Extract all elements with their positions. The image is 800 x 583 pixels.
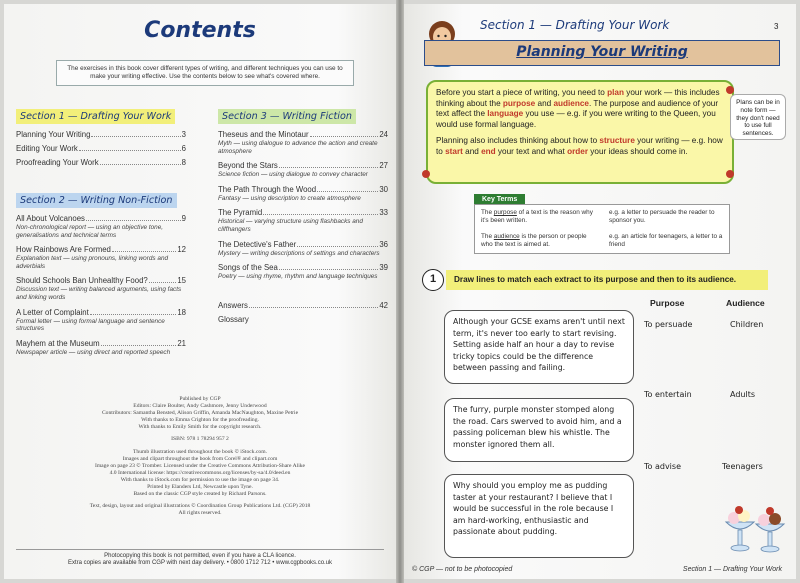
paragraph-text: you use — e.g. if you were writing to the Queen, you would use formal language.	[436, 109, 716, 129]
publisher-line: Based on the classic CGP style created by Richard Parsons.	[133, 491, 267, 498]
toc-leader-dots	[297, 240, 378, 247]
audience-option[interactable]: Children	[730, 320, 764, 329]
publisher-line: Images and clipart throughout the book from Corel® and clipart.com	[122, 455, 278, 462]
toc-entry[interactable]	[16, 214, 186, 224]
contents-title: Contents	[144, 18, 256, 43]
toc-entry[interactable]	[218, 263, 388, 273]
toc-entry[interactable]	[16, 308, 186, 318]
pin-icon	[420, 168, 432, 180]
highlighted-term: structure	[599, 136, 635, 146]
toc-entry[interactable]	[218, 240, 388, 250]
toc-leader-dots	[279, 263, 378, 270]
toc-entry-title: How Rainbows Are Formed	[16, 245, 111, 255]
paragraph-text: Before you start a piece of writing, you need to	[436, 88, 608, 97]
purpose-option[interactable]: To advise	[644, 462, 681, 471]
toc-leader-dots	[112, 245, 176, 252]
toc-entry-description: Poetry — using rhyme, rhythm and language techniques	[218, 273, 378, 281]
highlighted-term: order	[567, 146, 589, 156]
toc-leader-dots	[279, 161, 378, 168]
toc-entry[interactable]	[16, 158, 186, 168]
paragraph-text: your ideas should come in.	[588, 146, 688, 156]
paragraph-text: your work — this includes thinking about the	[436, 88, 720, 108]
section-1-block	[16, 106, 186, 172]
toc-leader-dots	[149, 276, 177, 283]
footer-copyright: © CGP — not to be photocopied	[412, 566, 513, 573]
highlighted-term: start	[445, 146, 463, 156]
toc-entry-description: Formal letter — using formal language and sentence structures	[16, 317, 165, 333]
key-terms-box	[474, 204, 730, 254]
headline-banner	[424, 40, 780, 66]
toc-leader-dots	[101, 339, 177, 346]
toc-entry-title: Should Schools Ban Unhealthy Food?	[16, 276, 148, 286]
paragraph-text: Planning also includes thinking about how to	[436, 136, 600, 146]
key-terms-label: Key Terms	[474, 194, 525, 205]
toc-entry-description: Historical — varying structure using flashbacks and cliffhangers	[218, 218, 363, 233]
page-footer	[412, 566, 788, 573]
book-gutter	[396, 0, 404, 583]
toc-leader-dots	[90, 308, 177, 315]
toc-entry-title: Songs of the Sea	[218, 263, 278, 273]
ice-cream-sundae-illustration	[720, 492, 790, 556]
extract-1[interactable]: Although your GCSE exams aren't until next term, it's never too early to start revising. Setting aside half an hour a day to revise tricky topics could be the difference between passing and failing.	[444, 310, 634, 384]
toc-entry[interactable]	[218, 315, 388, 325]
toc-entry-title: Proofreading Your Work	[16, 158, 99, 167]
headline-text: Planning Your Writing	[516, 44, 688, 60]
publisher-line: With thanks to Emily Smith for the copyright research.	[138, 424, 262, 431]
lesson-page	[404, 4, 796, 579]
key-terms-examples	[609, 209, 727, 257]
toc-entry-page: 15	[177, 276, 186, 286]
intro-box	[426, 80, 734, 184]
photocopy-notice	[16, 549, 384, 568]
toc-entry-title: Mayhem at the Museum	[16, 338, 100, 348]
purpose-heading: Purpose	[650, 298, 685, 308]
highlighted-term: plan	[607, 88, 624, 97]
toc-leader-dots	[79, 144, 181, 151]
toc-entry-description: Non-chronological report — using an objective tone, generalisations and technical terms	[16, 224, 164, 239]
toc-entry-title: The Pyramid	[218, 208, 263, 218]
toc-entry-page: 27	[379, 161, 388, 171]
section-3-block	[218, 106, 388, 325]
toc-entry-page: 39	[379, 263, 388, 273]
toc-entry-description: Science fiction — using dialogue to convey character	[218, 171, 368, 179]
key-term: purpose	[493, 209, 517, 216]
publisher-line: ISBN: 978 1 78294 957 2	[171, 436, 229, 443]
pin-icon	[724, 168, 736, 180]
toc-leader-dots	[86, 214, 181, 221]
key-term-definition: The audience is the person or people who the text is aimed at.	[481, 233, 587, 248]
key-term-definition: The purpose of a text is the reason why it's been written.	[481, 209, 593, 224]
page-number: 3	[774, 22, 779, 31]
toc-entry-page: 12	[177, 245, 186, 255]
publisher-line: Thumb illustration used throughout the book © iStock.com.	[133, 448, 267, 455]
toc-entry-page: 24	[379, 130, 388, 139]
toc-entry-page: 18	[177, 307, 186, 317]
toc-entry-title: The Detective's Father	[218, 239, 297, 249]
toc-entry[interactable]	[218, 208, 388, 218]
publisher-line: Printed by Elanders Ltd, Newcastle upon Tyne.	[147, 484, 253, 491]
publisher-line: Published by CGP	[179, 396, 221, 402]
toc-leader-dots	[249, 301, 378, 308]
section-2-heading: Section 2 — Writing Non-Fiction	[16, 193, 177, 208]
extract-2[interactable]: The furry, purple monster stomped along the road. Cars swerved to avoid him, and a passing policeman blew his whistle. The monster ignored them all.	[444, 398, 634, 462]
toc-entry-description: Myth — using dialogue to advance the action and create atmosphere	[218, 140, 378, 155]
toc-entry-title: Beyond the Stars	[218, 161, 278, 171]
audience-option[interactable]: Teenagers	[722, 462, 763, 471]
toc-entry-page: 33	[379, 208, 388, 218]
toc-entry-title: A Letter of Complaint	[16, 307, 89, 317]
section-3-heading: Section 3 — Writing Fiction	[218, 109, 356, 124]
toc-entry-title: Editing Your Work	[16, 144, 78, 153]
publisher-line: 4.0 International license: https://creativecommons.org/licenses/by-sa/4.0/deed.en	[109, 469, 291, 476]
toc-entry-description: Fantasy — using description to create atmosphere	[218, 194, 361, 202]
publisher-line: Editors: Claire Boulter, Andy Cashmore, Jenny Underwood	[133, 403, 267, 410]
purpose-option[interactable]: To persuade	[644, 320, 693, 329]
section-header: Section 1 — Drafting Your Work	[480, 18, 670, 32]
paragraph-text: and	[535, 98, 554, 108]
toc-entry[interactable]	[16, 339, 186, 349]
toc-leader-dots	[100, 158, 181, 165]
side-note: Plans can be in note form — they don't need to use full sentences.	[730, 94, 786, 140]
intro-paragraph-1	[436, 88, 724, 130]
section-2-block	[16, 190, 186, 356]
question-instruction: Draw lines to match each extract to its purpose and then to its audience.	[446, 270, 768, 290]
key-term-example: e.g. an article for teenagers, a letter to a friend	[609, 233, 723, 248]
publisher-line: Contributors: Samantha Bensted, Alison Griffin, Amanda MacNaughton, Maxine Petrie	[101, 410, 299, 417]
publisher-line: Image on page 23 © Tromber. Licensed under the Creative Commons Attribution-Share Alike	[94, 462, 306, 469]
toc-entry-description: Discussion text — writing balanced arguments, using facts and linking words	[16, 286, 182, 301]
publisher-info	[44, 396, 356, 517]
toc-entry-title: All About Volcanoes	[16, 214, 85, 223]
paragraph-text: your text and what	[495, 146, 568, 156]
toc-entry[interactable]	[218, 301, 388, 311]
toc-leader-dots	[310, 130, 379, 137]
toc-entry-title: Theseus and the Minotaur	[218, 130, 309, 139]
photocopy-line-1: Photocopying this book is not permitted, even if you have a CLA licence.	[104, 553, 296, 559]
toc-entry[interactable]	[16, 130, 186, 140]
toc-entry[interactable]	[16, 144, 186, 154]
toc-entry[interactable]	[218, 130, 388, 140]
key-term-example: e.g. a letter to persuade the reader to sponsor you.	[609, 209, 715, 224]
question-number: 1	[422, 269, 444, 291]
contents-column-right	[218, 106, 388, 329]
highlighted-term: end	[481, 146, 496, 156]
key-terms-definitions	[481, 209, 599, 257]
extract-3[interactable]: Why should you employ me as pudding taster at your restaurant? I believe that I would be successful in the role because I am hard-working, enthusiastic and passionate about pudding.	[444, 474, 634, 558]
toc-entry[interactable]	[16, 245, 186, 255]
toc-entry-description: Newspaper article — using direct and reported speech	[16, 348, 171, 356]
publisher-line: With thanks to Emma Crighton for the proofreading.	[141, 417, 259, 424]
contents-column-left	[16, 106, 186, 362]
toc-entry-title: The Path Through the Wood	[218, 184, 317, 194]
toc-entry-page: 3	[181, 130, 186, 139]
audience-option[interactable]: Adults	[730, 390, 756, 399]
publisher-line: Text, design, layout and original illustrations © Coordination Group Publications Ltd. (CGP) 2018	[89, 503, 311, 510]
toc-entry[interactable]	[16, 276, 186, 286]
toc-entry-title: Planning Your Writing	[16, 130, 91, 139]
paragraph-text: and	[462, 146, 482, 156]
toc-entry-description: Mystery — writing descriptions of settings and characters	[218, 249, 380, 257]
publisher-line: All rights reserved.	[178, 510, 222, 517]
section-1-heading: Section 1 — Drafting Your Work	[16, 109, 175, 124]
audience-heading: Audience	[726, 298, 765, 308]
toc-entry[interactable]	[218, 161, 388, 171]
publisher-line: With thanks to iStock.com for permission to use the image on page 34.	[120, 476, 280, 483]
toc-entry-page: 6	[181, 144, 186, 153]
toc-entry[interactable]	[218, 185, 388, 195]
toc-entry-title: Answers	[218, 300, 248, 310]
paragraph-text: . The purpose and audience of your text affect the	[436, 98, 719, 119]
toc-entry-page: 21	[177, 338, 186, 348]
photocopy-line-2: Extra copies are available from CGP with next day delivery. • 0800 1712 712 • www.cgpbooks.co.uk	[67, 560, 333, 567]
toc-leader-dots	[317, 185, 378, 192]
toc-leader-dots	[263, 208, 378, 215]
highlighted-term: language	[487, 109, 524, 119]
footer-section: Section 1 — Drafting Your Work	[682, 566, 782, 573]
intro-paragraph-2	[436, 136, 724, 157]
paragraph-text: your writing — e.g. how to	[436, 136, 723, 156]
toc-entry-page: 30	[379, 184, 388, 194]
highlighted-term: audience	[553, 98, 589, 108]
contents-page	[4, 4, 396, 579]
toc-entry-description: Explanation text — using pronouns, linking words and adverbials	[16, 255, 169, 270]
contents-intro: The exercises in this book cover different types of writing, and different techniques you can use to make your writing effective. Use the contents below to see what's covered where.	[56, 60, 354, 86]
purpose-option[interactable]: To entertain	[644, 390, 692, 399]
toc-entry-page: 8	[181, 158, 186, 167]
toc-leader-dots	[91, 130, 180, 137]
toc-entry-page: 36	[379, 239, 388, 249]
toc-entry-page: 9	[181, 214, 186, 223]
toc-entry-page: 42	[379, 300, 388, 310]
pin-icon	[724, 84, 736, 96]
key-term: audience	[493, 233, 520, 240]
highlighted-term: purpose	[502, 98, 536, 108]
toc-entry-title: Glossary	[218, 314, 249, 324]
